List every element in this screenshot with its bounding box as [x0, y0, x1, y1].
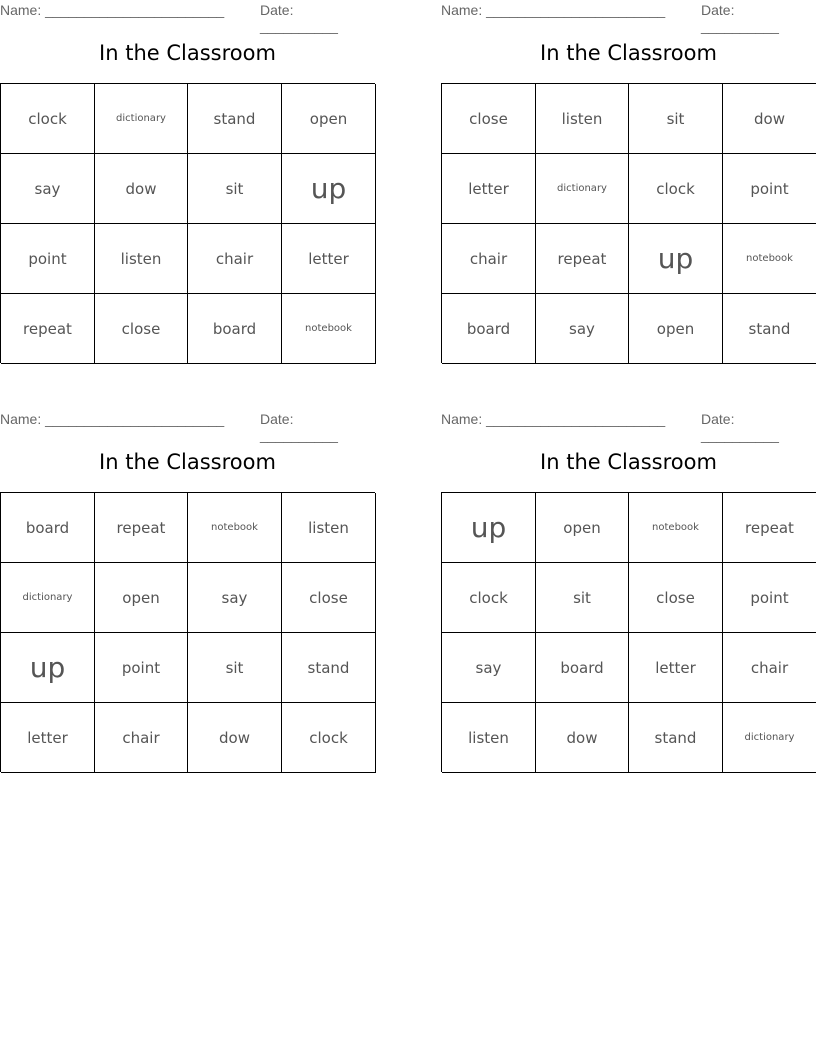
- bingo-cell: listen: [442, 703, 536, 773]
- bingo-cell: listen: [95, 224, 188, 294]
- bingo-cell: dow: [536, 703, 629, 773]
- bingo-cell: up: [1, 633, 95, 703]
- bingo-cell: board: [442, 294, 536, 364]
- bingo-cell: repeat: [1, 294, 95, 364]
- bingo-cell: clock: [1, 84, 95, 154]
- bingo-cell: notebook: [723, 224, 816, 294]
- bingo-cell: letter: [1, 703, 95, 773]
- bingo-cell: up: [282, 154, 376, 224]
- bingo-cell: board: [1, 493, 95, 563]
- bingo-cell: board: [188, 294, 282, 364]
- bingo-cell: sit: [629, 84, 723, 154]
- bingo-cell: sit: [188, 154, 282, 224]
- bingo-cell: up: [442, 493, 536, 563]
- bingo-grid: [441, 492, 816, 772]
- bingo-cell: dow: [188, 703, 282, 773]
- bingo-cell: sit: [188, 633, 282, 703]
- bingo-cell: dow: [723, 84, 816, 154]
- bingo-cell: notebook: [282, 294, 376, 364]
- name-date-line: [0, 2, 375, 34]
- bingo-cell: dictionary: [95, 84, 188, 154]
- bingo-cell: close: [442, 84, 536, 154]
- bingo-cell: chair: [95, 703, 188, 773]
- bingo-cell: repeat: [95, 493, 188, 563]
- bingo-grid: [0, 492, 375, 772]
- bingo-card: [441, 409, 816, 773]
- bingo-cell: stand: [188, 84, 282, 154]
- card-title: In the Classroom: [540, 450, 717, 474]
- date-field: Date: __________: [701, 411, 779, 443]
- name-field: Name: _______________________: [441, 411, 666, 427]
- name-date-line: [441, 411, 816, 443]
- name-field: Name: _______________________: [441, 2, 666, 18]
- bingo-grid: [441, 83, 816, 363]
- bingo-cell: dictionary: [536, 154, 629, 224]
- bingo-cell: repeat: [723, 493, 816, 563]
- bingo-cell: stand: [629, 703, 723, 773]
- bingo-cell: say: [442, 633, 536, 703]
- bingo-cell: letter: [629, 633, 723, 703]
- bingo-cell: clock: [629, 154, 723, 224]
- name-field: Name: _______________________: [0, 411, 225, 427]
- bingo-cell: listen: [282, 493, 376, 563]
- bingo-cell: point: [1, 224, 95, 294]
- bingo-cell: open: [95, 563, 188, 633]
- bingo-cell: clock: [282, 703, 376, 773]
- bingo-cell: chair: [442, 224, 536, 294]
- name-date-line: [0, 411, 375, 443]
- bingo-cell: sit: [536, 563, 629, 633]
- bingo-cell: stand: [723, 294, 816, 364]
- bingo-cell: close: [282, 563, 376, 633]
- bingo-cell: notebook: [188, 493, 282, 563]
- bingo-cell: dictionary: [723, 703, 816, 773]
- bingo-cell: clock: [442, 563, 536, 633]
- date-field: Date: __________: [260, 2, 338, 34]
- bingo-cell: open: [629, 294, 723, 364]
- date-field: Date: __________: [260, 411, 338, 443]
- bingo-card: [0, 409, 375, 773]
- bingo-cell: close: [95, 294, 188, 364]
- bingo-cell: listen: [536, 84, 629, 154]
- card-title: In the Classroom: [540, 41, 717, 65]
- bingo-cell: point: [95, 633, 188, 703]
- bingo-grid: [0, 83, 375, 363]
- bingo-cell: dow: [95, 154, 188, 224]
- bingo-card: [441, 0, 816, 364]
- bingo-cell: stand: [282, 633, 376, 703]
- bingo-cell: chair: [188, 224, 282, 294]
- bingo-cell: chair: [723, 633, 816, 703]
- bingo-cell: say: [1, 154, 95, 224]
- bingo-cell: dictionary: [1, 563, 95, 633]
- bingo-cell: say: [536, 294, 629, 364]
- bingo-cell: up: [629, 224, 723, 294]
- bingo-cell: letter: [442, 154, 536, 224]
- name-field: Name: _______________________: [0, 2, 225, 18]
- card-title: In the Classroom: [99, 450, 276, 474]
- date-field: Date: __________: [701, 2, 779, 34]
- bingo-cell: open: [282, 84, 376, 154]
- bingo-cell: letter: [282, 224, 376, 294]
- name-date-line: [441, 2, 816, 34]
- bingo-cell: repeat: [536, 224, 629, 294]
- bingo-cell: point: [723, 563, 816, 633]
- bingo-cell: point: [723, 154, 816, 224]
- card-title: In the Classroom: [99, 41, 276, 65]
- bingo-cell: board: [536, 633, 629, 703]
- bingo-cell: notebook: [629, 493, 723, 563]
- bingo-cell: close: [629, 563, 723, 633]
- bingo-card: [0, 0, 375, 364]
- bingo-cell: say: [188, 563, 282, 633]
- bingo-cell: open: [536, 493, 629, 563]
